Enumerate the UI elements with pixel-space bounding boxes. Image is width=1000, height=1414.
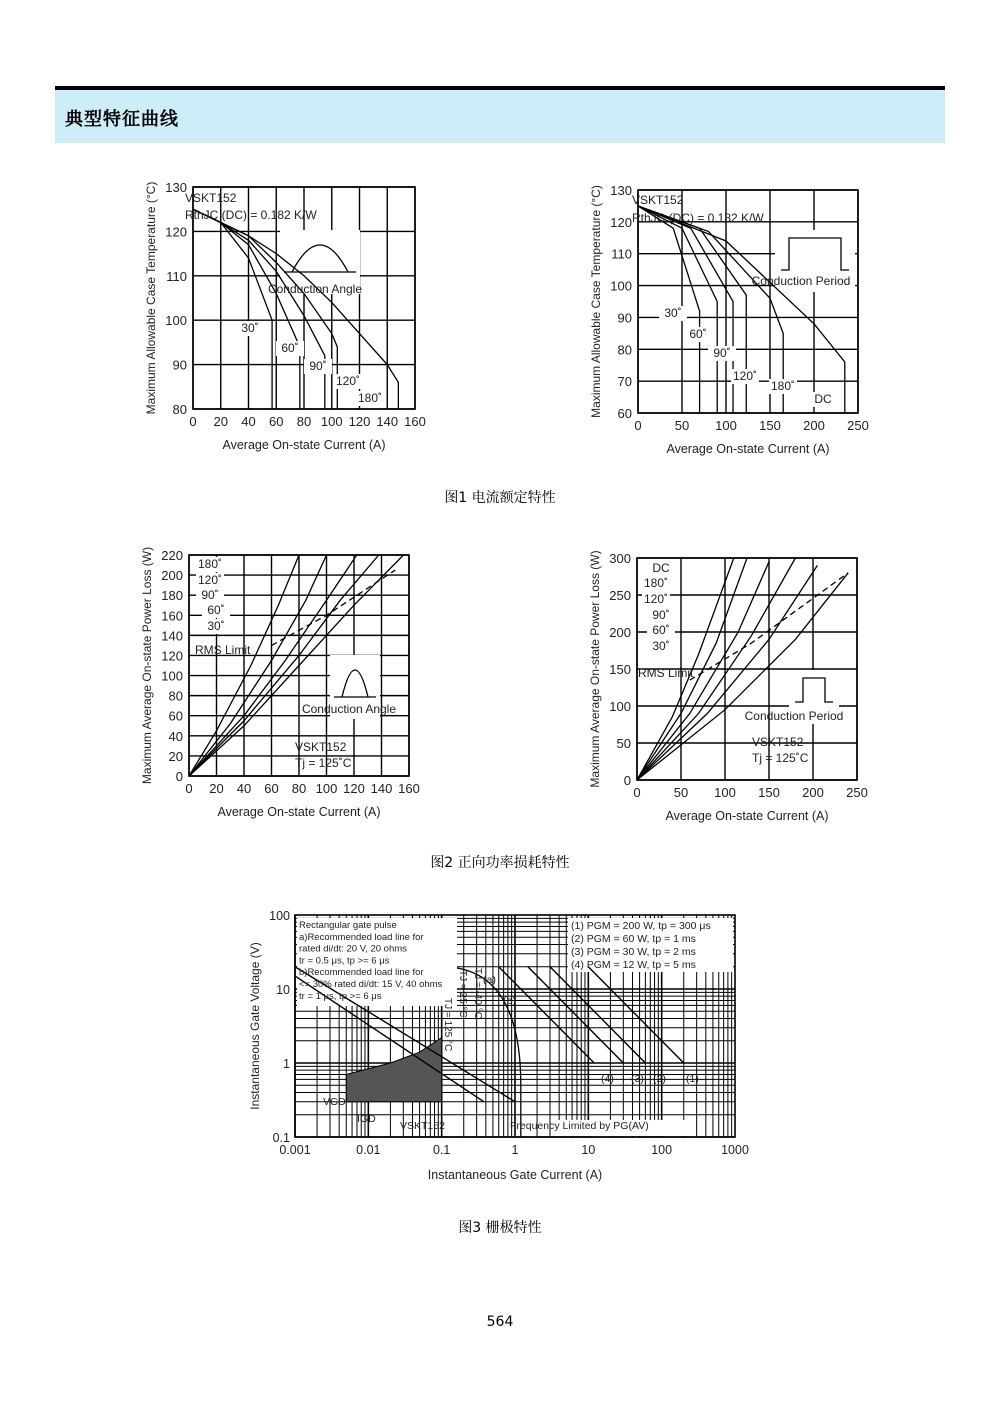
legend-text: (3) PGM = 30 W, tp = 2 ms xyxy=(571,946,696,958)
x-tick-label: 100 xyxy=(714,785,736,800)
x-tick-label: 200 xyxy=(803,418,825,433)
chart-annotation: (1) xyxy=(686,1073,699,1085)
x-tick-label: 1 xyxy=(511,1143,519,1157)
x-axis-label: Average On-state Current (A) xyxy=(222,438,386,452)
chart-annotation: (2) xyxy=(653,1073,666,1085)
y-tick-label: 60 xyxy=(168,708,183,724)
y-axis-label: Maximum Allowable Case Temperature (°C) xyxy=(144,181,158,415)
x-tick-label: 0 xyxy=(634,418,642,433)
chart-fig2-right xyxy=(585,540,885,830)
y-axis-label: Instantaneous Gate Voltage (V) xyxy=(248,942,262,1110)
y-tick-label: 20 xyxy=(168,748,183,764)
y-tick-label: 0.1 xyxy=(272,1131,290,1145)
y-axis-label: Maximum Allowable Case Temperature (°C) xyxy=(589,185,603,418)
series-line xyxy=(193,209,272,409)
chart-fig1-left xyxy=(140,172,440,462)
chart-annotation: (3) xyxy=(631,1073,644,1085)
chart-annotation: RthJC (DC) = 0.182 K/W xyxy=(185,208,317,222)
legend-text: tr = 0.5 μs, tp >= 6 μs xyxy=(299,955,390,967)
x-tick-label: 200 xyxy=(802,785,824,800)
y-tick-label: 90 xyxy=(172,357,187,373)
x-tick-label: 140 xyxy=(376,414,399,429)
x-tick-label: 80 xyxy=(296,414,312,429)
y-axis-label: Maximum Average On-state Power Loss (W) xyxy=(140,546,154,785)
x-tick-label: 40 xyxy=(241,414,256,429)
x-tick-label: 1000 xyxy=(721,1143,749,1157)
y-tick-label: 220 xyxy=(161,548,183,563)
y-tick-label: 110 xyxy=(611,246,632,262)
y-tick-label: 40 xyxy=(168,728,183,744)
x-tick-label: 250 xyxy=(847,418,869,433)
chart-fig2-left xyxy=(140,540,440,830)
x-tick-label: 140 xyxy=(370,781,393,796)
x-tick-label: 0.1 xyxy=(432,1143,451,1157)
y-tick-label: 180 xyxy=(161,588,183,604)
series-label: 30˚ xyxy=(664,306,682,320)
series-label: 30˚ xyxy=(241,321,259,335)
series-line xyxy=(638,206,746,413)
series-line xyxy=(588,967,683,1063)
y-tick-label: 110 xyxy=(166,268,187,284)
y-tick-label: 10 xyxy=(276,983,290,997)
chart-annotation: (4) xyxy=(601,1073,614,1085)
chart-annotation: VSKT152 xyxy=(185,191,237,205)
y-tick-label: 100 xyxy=(609,699,631,714)
x-tick-label: 10 xyxy=(581,1143,596,1157)
x-tick-label: 120 xyxy=(343,781,365,796)
chart-annotation: RMS Limit xyxy=(195,643,251,657)
y-tick-label: 120 xyxy=(610,214,632,230)
chart-annotation: (a) xyxy=(483,974,496,986)
chart-annotation: TJ = 25 °C xyxy=(457,970,468,1018)
series-label: DC xyxy=(652,561,670,575)
x-tick-label: 50 xyxy=(674,418,690,433)
chart-annotation: VSKT152 xyxy=(752,735,804,749)
x-tick-label: 0 xyxy=(189,414,197,429)
series-label: DC xyxy=(814,392,832,406)
legend-text: (2) PGM = 60 W, tp = 1 ms xyxy=(571,933,696,945)
x-axis-label: Instantaneous Gate Current (A) xyxy=(427,1168,603,1182)
x-tick-label: 250 xyxy=(846,785,868,800)
series-label: 180˚ xyxy=(357,391,383,405)
chart-annotation: VSKT152 xyxy=(632,193,684,207)
caption-fig3: 图3 栅极特性 xyxy=(458,1220,542,1236)
x-tick-label: 160 xyxy=(398,781,420,796)
series-label: 120˚ xyxy=(643,592,669,606)
y-tick-label: 130 xyxy=(165,180,187,195)
chart-annotation: VSKT152 xyxy=(295,740,347,754)
legend-text: a)Recommended load line for xyxy=(299,931,424,943)
y-tick-label: 130 xyxy=(610,183,632,198)
x-axis-label: Average On-state Current (A) xyxy=(666,442,830,456)
series-line xyxy=(499,967,594,1063)
y-tick-label: 250 xyxy=(609,588,631,603)
series-label: 120˚ xyxy=(335,374,361,388)
y-tick-label: 150 xyxy=(609,662,631,677)
x-tick-label: 120 xyxy=(348,414,371,429)
chart-annotation: Conduction Angle xyxy=(267,282,363,296)
series-label: 30˚ xyxy=(652,639,670,653)
y-tick-label: 90 xyxy=(617,310,632,326)
chart-annotation: (b) xyxy=(503,995,516,1007)
y-tick-label: 120 xyxy=(165,224,187,240)
y-tick-label: 200 xyxy=(609,625,631,640)
section-title: 典型特征曲线 xyxy=(65,109,179,130)
chart-annotation: TJ = 125 °C xyxy=(442,998,453,1052)
y-tick-label: 50 xyxy=(616,736,631,751)
y-tick-label: 100 xyxy=(610,278,632,294)
legend-text: <= 30% rated di/dt: 15 V, 40 ohms xyxy=(299,979,443,990)
chart-annotation: VSKT152 xyxy=(400,1120,445,1132)
chart-annotation: RMS Limit xyxy=(638,666,694,680)
chart-annotation: VGD xyxy=(323,1096,346,1108)
y-tick-label: 70 xyxy=(617,374,632,390)
x-tick-label: 60 xyxy=(269,414,284,429)
y-tick-label: 140 xyxy=(161,628,183,644)
chart-annotation: Conduction Angle xyxy=(301,702,397,716)
x-tick-label: 100 xyxy=(320,414,343,429)
x-tick-label: 20 xyxy=(209,781,224,796)
x-axis-label: Average On-state Current (A) xyxy=(217,805,381,819)
x-tick-label: 20 xyxy=(213,414,228,429)
x-tick-label: 0.001 xyxy=(279,1143,311,1157)
x-tick-label: 0 xyxy=(633,785,641,800)
series-label: 180˚ xyxy=(643,576,669,590)
x-tick-label: 100 xyxy=(715,418,737,433)
series-line xyxy=(550,967,645,1063)
page-number: 564 xyxy=(486,1314,514,1330)
chart-annotation: RthJC (DC) = 0.182 K/W xyxy=(632,211,764,225)
y-tick-label: 100 xyxy=(165,313,187,329)
series-label: 90˚ xyxy=(309,359,327,373)
series-label: 60˚ xyxy=(281,341,299,355)
series-label: 180˚ xyxy=(197,557,223,571)
chart-fig3 xyxy=(245,900,765,1190)
x-axis-label: Average On-state Current (A) xyxy=(665,809,829,823)
y-tick-label: 1 xyxy=(283,1057,290,1071)
caption-fig1: 图1 电流额定特性 xyxy=(444,490,556,506)
x-tick-label: 40 xyxy=(236,781,252,796)
y-tick-label: 80 xyxy=(617,342,632,358)
section-banner xyxy=(55,90,945,143)
x-tick-label: 150 xyxy=(759,418,781,433)
x-tick-label: 160 xyxy=(404,414,426,429)
series-label: 60˚ xyxy=(689,327,707,341)
chart-annotation: Tj = 125˚C xyxy=(295,756,352,770)
y-tick-label: 0 xyxy=(175,769,183,784)
series-label: 90˚ xyxy=(652,608,670,622)
x-tick-label: 60 xyxy=(264,781,279,796)
series-label: 180˚ xyxy=(770,379,796,393)
x-tick-label: 80 xyxy=(291,781,307,796)
chart-annotation: Conduction Period xyxy=(751,274,851,288)
chart-annotation: Conduction Period xyxy=(744,709,844,723)
x-tick-label: 100 xyxy=(651,1143,673,1157)
legend-text: rated di/dt: 20 V, 20 ohms xyxy=(299,943,407,955)
chart-annotation: TJ = -40 °C xyxy=(472,968,483,1019)
y-tick-label: 80 xyxy=(172,402,187,417)
legend-text: Rectangular gate pulse xyxy=(299,920,397,931)
x-tick-label: 50 xyxy=(673,785,689,800)
series-line xyxy=(528,967,623,1063)
y-tick-label: 100 xyxy=(269,909,290,923)
series-label: 60˚ xyxy=(652,623,670,637)
legend-text: b)Recommended load line for xyxy=(299,967,424,979)
y-tick-label: 160 xyxy=(161,608,183,624)
x-tick-label: 100 xyxy=(315,781,338,796)
chart-annotation: Tj = 125˚C xyxy=(752,751,809,765)
y-tick-label: 100 xyxy=(161,668,183,684)
x-tick-label: 0.01 xyxy=(356,1143,381,1157)
y-tick-label: 300 xyxy=(609,551,631,566)
legend-text: (4) PGM = 12 W, tp = 5 ms xyxy=(571,959,696,971)
caption-fig2: 图2 正向功率损耗特性 xyxy=(430,855,570,871)
y-tick-label: 120 xyxy=(161,648,183,664)
series-label: 60˚ xyxy=(207,603,225,617)
legend-text: (1) PGM = 200 W, tp = 300 μs xyxy=(571,920,711,932)
y-tick-label: 200 xyxy=(161,568,183,584)
chart-fig1-right xyxy=(585,172,885,462)
series-label: 90˚ xyxy=(201,588,219,602)
series-label: 120˚ xyxy=(197,573,223,587)
y-tick-label: 60 xyxy=(617,406,632,421)
y-axis-label: Maximum Average On-state Power Loss (W) xyxy=(588,550,602,788)
x-tick-label: 150 xyxy=(758,785,780,800)
chart-annotation: Frequency Limited by PG(AV) xyxy=(510,1120,649,1132)
y-tick-label: 80 xyxy=(168,688,183,704)
series-label: 90˚ xyxy=(713,346,731,360)
chart-annotation: IGD xyxy=(357,1113,376,1125)
series-label: 120˚ xyxy=(732,369,758,383)
x-tick-label: 0 xyxy=(185,781,193,796)
legend-text: tr = 1 μs, tp >= 6 μs xyxy=(299,990,382,1002)
y-tick-label: 0 xyxy=(623,773,631,788)
series-label: 30˚ xyxy=(207,619,225,633)
